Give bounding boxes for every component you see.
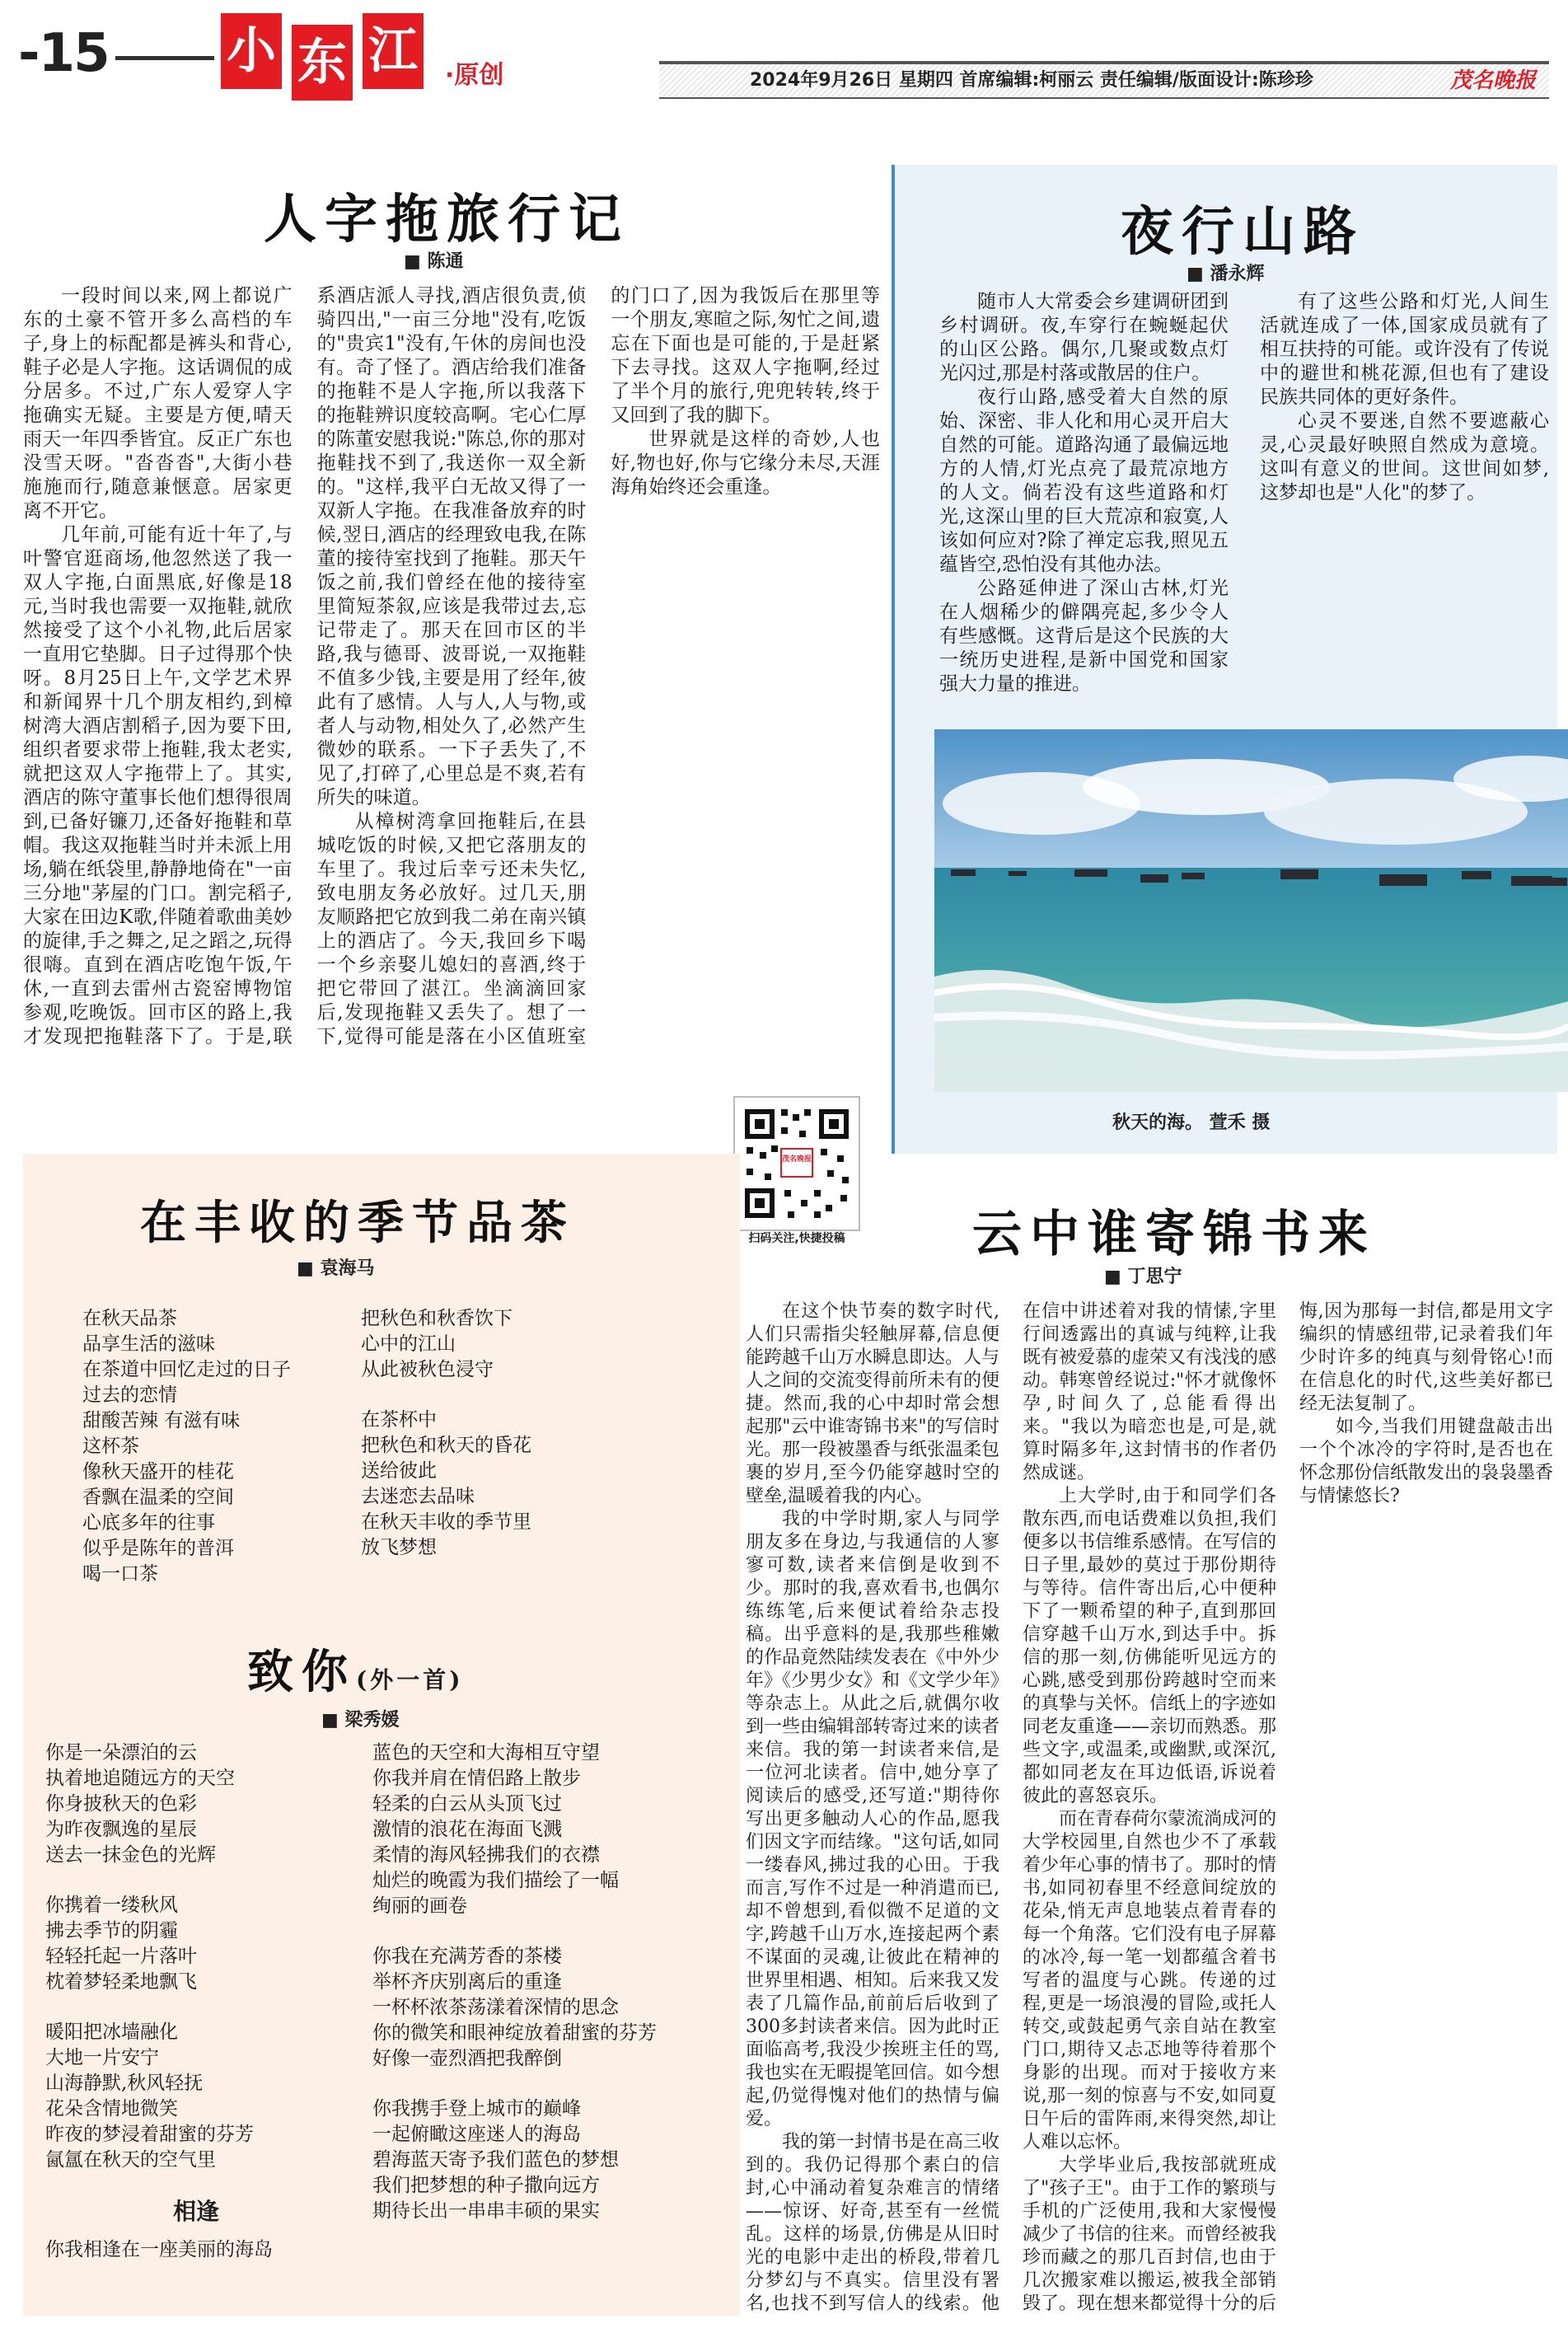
poem-line: 柔情的海风轻拂我们的衣襟 xyxy=(372,1844,600,1866)
poem-column xyxy=(372,1740,735,2224)
paragraph: 有了这些公路和灯光,人间生活就连成了一体,国家成员就有了相互扶持的可能。或许没有了传说中的避世和桃花源,但也有了建设民族共同体的更好条件。 xyxy=(1260,291,1549,408)
poem-line: 激情的浪花在海面飞溅 xyxy=(372,1819,562,1840)
column-logo-char-1: 小 xyxy=(221,13,282,89)
poem-line: 一杯杯浓茶荡漾着深情的思念 xyxy=(372,1997,619,2018)
poem-line: 在秋天丰收的季节里 xyxy=(361,1511,531,1533)
stanza-gap xyxy=(45,1868,367,1893)
paragraph: 随市人大常委会乡建调研团到乡村调研。夜,车穿行在蜿蜒起伏的山区公路。偶尔,几聚或数点灯光闪过,那是村落或散居的住户。 xyxy=(939,291,1229,384)
poem-line: 你我相逢在一座美丽的海岛 xyxy=(45,2239,273,2260)
paragraph: 我的中学时期,家人与同学朋友多在身边,与我通信的人寥寥可数,读者来信倒是收到不少。那时的我,喜欢看书,也偶尔练练笔,后来便试着给杂志投稿。出乎意料的是,我那些稚嫩的作品竟然陆续发表在《中外少年》《少男少女》和《文学少年》等杂志上。从此之后,就偶尔收到一些由编辑部转寄过来的读者来信。我的第一封读者来信,是一位河北读者。信中,她分享了阅读后的感受,还写道:"期待你写出更多触动人心的作品,愿我们因文字而结缘。"这句话,如同一缕春风,拂过我的心田。于我而言,写作不过是一种消遣而已,却不曾想到,看似微不足道的文字,跨越千山万水,连接起两个素不谋面的灵魂,让彼此在精神的世界里相遇、相知。后来我又发表了几篇作品,前前后后收到了300多封读者来信。因为此时正面临高考,我没少挨班主任的骂,我也实在无暇提笔回信。如今想起,仍觉得愧对他们的热情与偏爱。 xyxy=(746,1509,1000,2129)
paragraph: 大学毕业后,我按部就班成了"孩子王"。由于工作的繁琐与手机的广泛使用,我和大家慢慢减少了书信的往来。而曾经被我珍而藏之的那几百封信,也由于几次搬家难以搬运,被我全部销毁了。现在想来都觉得十分的后悔,因为那每一封信,都是用文字编织的情感纽带,记录着我们年少时许多的纯真与刻骨铭心!而在信息化的时代,这些美好都已经无法复制了。 xyxy=(1023,1301,1553,2314)
poem-byline: ■ 梁秀媛 xyxy=(321,1706,399,1731)
poem-line: 放飞梦想 xyxy=(361,1537,437,1558)
article-title: 人字拖旅行记 xyxy=(264,189,630,251)
poem-line: 暖阳把冰墙融化 xyxy=(45,2021,178,2043)
page-number: -15 xyxy=(18,23,109,84)
article-byline: ■ 潘永辉 xyxy=(1187,260,1264,285)
masthead-logo: 茂名晚报 xyxy=(1449,68,1536,93)
poem-line: 为昨夜飘逸的星辰 xyxy=(45,1819,197,1840)
article-byline: ■ 陈通 xyxy=(404,247,463,273)
poem-line: 氤氲在秋天的空气里 xyxy=(45,2149,216,2171)
poem-line: 执着地追随远方的天空 xyxy=(45,1768,235,1789)
qr-code-image xyxy=(735,1098,859,1230)
poem-line: 从此被秋色浸守 xyxy=(361,1359,494,1380)
paragraph: 世界就是这样的奇妙,人也好,物也好,你与它缘分未尽,天涯海角始终还会重逢。 xyxy=(611,429,880,498)
poem-line: 在茶杯中 xyxy=(361,1409,437,1431)
poem-line: 灿烂的晚霞为我们描绘了一幅 xyxy=(372,1870,619,1891)
poem-line: 你携着一缕秋风 xyxy=(45,1895,178,1916)
poem-line: 在茶道中回忆走过的日子 xyxy=(82,1359,291,1380)
poem-line: 心底多年的往事 xyxy=(82,1512,215,1534)
poem-line: 在秋天品茶 xyxy=(82,1308,177,1329)
poem-line: 枕着梦轻柔地飘飞 xyxy=(45,1971,197,1993)
qr-code[interactable] xyxy=(733,1096,860,1231)
poem-title: 在丰收的季节品茶 xyxy=(140,1196,575,1250)
poem-line: 好像一壶烈酒把我醉倒 xyxy=(372,2048,562,2069)
header-rule xyxy=(115,56,214,60)
poem-line: 你我并肩在情侣路上散步 xyxy=(372,1768,581,1789)
poem-line: 碧海蓝天寄予我们蓝色的梦想 xyxy=(372,2149,619,2171)
poem-title: 致你 xyxy=(247,1645,356,1699)
poem-line: 你是一朵漂泊的云 xyxy=(45,1742,197,1764)
column-logo-char-3: 江 xyxy=(363,13,424,89)
poem-line: 你的微笑和眼神绽放着甜蜜的芬芳 xyxy=(372,2022,657,2044)
poem-line: 大地一片安宁 xyxy=(45,2047,159,2068)
poem-column xyxy=(82,1306,354,1587)
photo-caption: 秋天的海。 萱禾 摄 xyxy=(1112,1112,1271,1133)
poem-line: 昨夜的梦浸着甜蜜的芬芳 xyxy=(45,2124,254,2145)
poem-line: 似乎是陈年的普洱 xyxy=(82,1538,234,1559)
poem-title-suffix: (外一首) xyxy=(356,1666,464,1693)
poem-line: 绚丽的画卷 xyxy=(372,1895,467,1917)
article-body xyxy=(939,290,1549,710)
paragraph: 上大学时,由于和同学们各散东西,而电话费难以负担,我们便多以书信维系感情。在写信的日子里,最妙的莫过于那份期待与等待。信件寄出后,心中便种下了一颗希望的种子,直到那回信穿越千山万水,到达手中。拆信的那一刻,仿佛能听见远方的心跳,感受到那份跨越时空而来的真挚与关怀。信纸上的字迹如同老友重逢——亲切而熟悉。那些文字,或温柔,或幽默,或深沉,都如同老友在耳边低语,诉说着彼此的喜怒哀乐。 xyxy=(1023,1486,1277,1806)
poem-title-wrap xyxy=(247,1636,464,1702)
poem-line: 举杯齐庆别离后的重逢 xyxy=(372,1971,562,1993)
paragraph: 一段时间以来,网上都说广东的土豪不管开多么高档的车子,身上的标配都是裤头和背心,鞋子必是人字拖。这话调侃的成分居多。不过,广东人爱穿人字拖确实无疑。主要是方便,晴天雨天一年四季皆宜。反正广东也没雪天呀。"沓沓沓",大街小巷施施而行,随意兼惬意。居家更离不开它。 xyxy=(23,285,293,522)
poem-line: 这杯茶 xyxy=(82,1436,139,1457)
poem-line: 你我在充满芳香的茶楼 xyxy=(372,1946,562,1967)
qr-center-logo: 茂名晚报 xyxy=(781,1155,812,1164)
dateline: 2024年9月26日 星期四 首席编辑:柯丽云 责任编辑/版面设计:陈珍珍 xyxy=(750,70,1313,91)
poem-line: 去迷恋去品味 xyxy=(361,1486,475,1507)
poem-byline: ■ 袁海马 xyxy=(297,1254,374,1280)
sea-photo-image xyxy=(934,729,1568,1092)
article-title: 夜行山路 xyxy=(1121,201,1364,263)
poem-line: 品享生活的滋味 xyxy=(82,1333,215,1355)
article-title: 云中谁寄锦书来 xyxy=(972,1206,1376,1263)
poem-line: 像秋天盛开的桂花 xyxy=(82,1461,234,1483)
poem-line: 过去的恋情 xyxy=(82,1384,177,1406)
poem-line: 甜酸苦辣 有滋有味 xyxy=(82,1410,241,1431)
poem-line: 轻轻托起一片落叶 xyxy=(45,1946,197,1967)
qr-label: 扫码关注,快捷投稿 xyxy=(748,1232,845,1245)
poem-line: 蓝色的天空和大海相互守望 xyxy=(372,1742,600,1764)
poem-line: 花朵含情地微笑 xyxy=(45,2098,178,2120)
poem-line: 你我携手登上城市的巅峰 xyxy=(372,2098,581,2120)
article-byline: ■ 丁思宁 xyxy=(1104,1262,1182,1288)
sea-photo xyxy=(934,729,1568,1092)
column-tag: ·原创 xyxy=(445,61,504,90)
article-body xyxy=(746,1300,1553,2316)
poem-line: 把秋色和秋香饮下 xyxy=(361,1308,513,1329)
paragraph: 公路延伸进了深山古林,灯光在人烟稀少的僻隅亮起,多少令人有些感慨。这背后是这个民族的大一统历史进程,是新中国党和国家强大力量的推进。 xyxy=(939,578,1229,695)
poem-line: 送去一抹金色的光辉 xyxy=(45,1844,216,1866)
stanza-gap xyxy=(45,1995,367,2020)
poem-line: 香飘在温柔的空间 xyxy=(82,1487,234,1508)
poem-subtitle: 相逢 xyxy=(173,2198,220,2225)
poem-column xyxy=(361,1306,633,1561)
paragraph: 如今,当我们用键盘敲击出一个个冰冷的字符时,是否也在怀念那份信纸散发出的袅袅墨香与情愫悠长? xyxy=(1299,1417,1554,1506)
poem-line: 我们把梦想的种子撒向远方 xyxy=(372,2175,600,2196)
poem-line: 送给彼此 xyxy=(361,1460,437,1482)
article-body xyxy=(23,284,880,1059)
paragraph: 心灵不要迷,自然不要遮蔽心灵,心灵最好映照自然成为意境。这叫有意义的世间。这世间如梦,这梦却也是"人化"的梦了。 xyxy=(1260,410,1549,504)
paragraph: 我的第一封情书是在高三收到的。我仍记得那个素白的信封,心中涌动着复杂难言的情绪——惊讶、好奇,甚至有一丝慌乱。这样的场景,仿佛是从旧时光的电影中走出的桥段,带着几分梦幻与不真实。信里没有署名,也找不到写信人的线索。他在信中讲述着对我的情愫,字里行间透露出的真诚与纯粹,让我既有被爱慕的虚荣又有浅浅的感动。韩寒曾经说过:"怀才就像怀孕,时间久了,总能看得出来。"我以为暗恋也是,可是,就算时隔多年,这封情书的作者仍然成谜。 xyxy=(746,1301,1277,2314)
stanza-gap xyxy=(372,1919,735,1944)
poem-line: 你身披秋天的色彩 xyxy=(45,1793,197,1815)
poem-line: 拂去季节的阴霾 xyxy=(45,1920,178,1942)
column-logo-char-2: 东 xyxy=(292,25,353,101)
stanza-gap xyxy=(372,2072,735,2096)
poem-line: 轻柔的白云从头顶飞过 xyxy=(372,1793,562,1815)
paragraph: 夜行山路,感受着大自然的原始、深密、非人化和用心灵开启大自然的可能。道路沟通了最偏远地方的人情,灯光点亮了最荒凉地方的人文。倘若没有这些道路和灯光,这深山里的巨大荒凉和寂寞,人该如何应对?除了禅定忘我,照见五蕴皆空,恐怕没有其他办法。 xyxy=(939,386,1229,575)
paragraph: 几年前,可能有近十年了,与叶警官逛商场,他忽然送了我一双人字拖,白面黑底,好像是18元,当时我也需要一双拖鞋,就欣然接受了这个小礼物,此后居家一直用它垫脚。日子过得那个快呀。8月25日上午,文学艺术界和新闻界十几个朋友相约,到樟树湾大酒店割稻子,因为要下田,组织者要求带上拖鞋,我太老实,就把这双人字拖带上了。其实,酒店的陈守董事长他们想得很周到,已备好镰刀,还备好拖鞋和草帽。我这双拖鞋当时并未派上用场,躺在纸袋里,静静地倚在"一亩三分地"茅屋的门口。割完稻子,大家在田边K歌,伴随着歌曲美妙的旋律,手之舞之,足之蹈之,玩得很嗨。直到在酒店吃饱午饭,午休,一直到去雷州古瓷窑博物馆参观,吃晚饭。回市区的路上,我才发现把拖鞋落下了。于是,联系酒店派人寻找,酒店很负责,侦骑四出,"一亩三分地"没有,吃饭的"贵宾1"没有,午休的房间也没有。奇了怪了。酒店给我们准备的拖鞋不是人字拖,所以我落下的拖鞋辨识度较高啊。宅心仁厚的陈董安慰我说:"陈总,你的那对拖鞋找不到了,我送你一双全新的。"这样,我平白无故又得了一双新人字拖。在我准备放弃的时候,翌日,酒店的经理致电我,在陈董的接待室找到了拖鞋。那天午饭之前,我们曾经在他的接待室里简短茶叙,应该是我带过去,忘记带走了。那天在回市区的半路,我与德哥、波哥说,一双拖鞋不值多少钱,主要是用了经年,彼此有了感情。人与人,人与物,或者人与动物,相处久了,必然产生微妙的联系。一下子丢失了,不见了,打碎了,心里总是不爽,若有所失的味道。 xyxy=(23,285,587,1047)
paragraph: 而在青春荷尔蒙流淌成河的大学校园里,自然也少不了承载着少年心事的情书了。那时的情书,如同初春里不经意间绽放的花朵,悄无声息地装点着青春的每一个角落。它们没有电子屏幕的冰冷,每一笔一划都蕴含着书写者的温度与心跳。传递的过程,更是一场浪漫的冒险,或托人转交,或鼓起勇气亲自站在教室门口,期待又忐忑地等待着那个身影的出现。而对于接收方来说,那一刻的惊喜与不安,如同夏日午后的雷阵雨,来得突然,却让人难以忘怀。 xyxy=(1023,1809,1277,2152)
poem-column xyxy=(45,1740,367,2173)
poem-line: 心中的江山 xyxy=(361,1333,456,1355)
poem-line: 一起俯瞰这座迷人的海岛 xyxy=(372,2124,581,2145)
paragraph: 从樟树湾拿回拖鞋后,在县城吃饭的时候,又把它落朋友的车里了。我过后幸亏还未失忆,致电朋友务必放好。过几天,朋友顺路把它放到我二弟在南兴镇上的酒店了。今天,我回乡下喝一个乡亲娶儿媳妇的喜酒,终于把它带回了湛江。坐滴滴回家后,发现拖鞋又丢失了。想了一下,觉得可能是落在小区值班室的门口了,因为我饭后在那里等一个朋友,寒暄之际,匆忙之间,遗忘在下面也是可能的,于是赶紧下去寻找。这双人字拖啊,经过了半个月的旅行,兜兜转转,终于又回到了我的脚下。 xyxy=(316,285,880,1047)
poem-line: 山海静默,秋风轻抚 xyxy=(45,2073,204,2094)
dateline-bar xyxy=(659,61,1549,99)
poem-line: 喝一口茶 xyxy=(82,1563,158,1585)
poem-line: 期待长出一串串丰硕的果实 xyxy=(372,2200,600,2222)
paragraph: 在这个快节奏的数字时代,人们只需指尖轻触屏幕,信息便能跨越千山万水瞬息即达。人与人之间的交流变得前所未有的便捷。然而,我的心中却时常会想起那"云中谁寄锦书来"的写信时光。那一段被墨香与纸张温柔包裹的岁月,至今仍能穿越时空的壁垒,温暖着我的内心。 xyxy=(746,1301,1000,1506)
stanza-gap xyxy=(361,1383,633,1408)
poem-line: 把秋色和秋天的昏花 xyxy=(361,1435,531,1456)
